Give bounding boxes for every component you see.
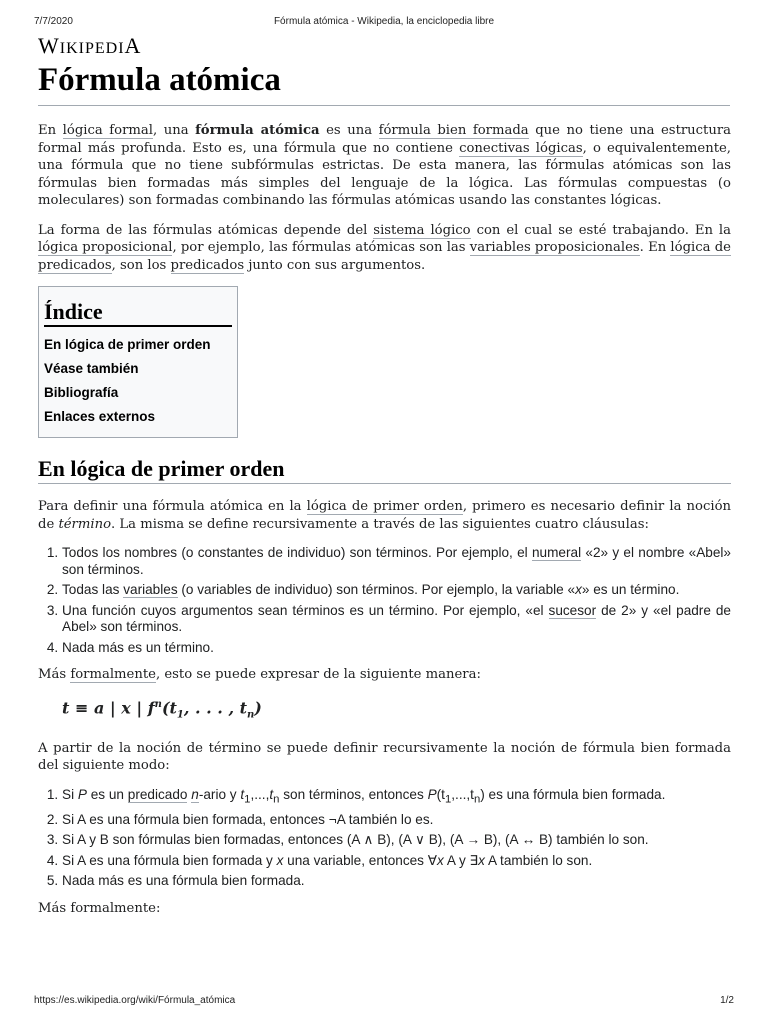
italic-var: n	[191, 786, 199, 802]
italic-var: P	[427, 786, 437, 802]
formula-sup: n	[154, 698, 162, 710]
link-sistema-logico[interactable]: sistema lógico	[373, 222, 471, 238]
text: ,...,t	[451, 786, 474, 802]
text: son términos, entonces	[279, 786, 428, 802]
text: es un	[86, 786, 128, 802]
text: , esto se puede expresar de la siguiente manera:	[155, 667, 481, 682]
term-formula	[62, 696, 731, 724]
italic-var: x	[575, 582, 582, 597]
list-item	[62, 853, 731, 870]
subscript: 1	[244, 793, 251, 806]
list-item	[62, 545, 731, 578]
toc-item-enlaces-externos[interactable]: Enlaces externos	[44, 408, 156, 424]
text: La forma de las fórmulas atómicas depende del	[38, 222, 374, 238]
formulas-list	[38, 787, 731, 890]
link-variables[interactable]: variables	[123, 582, 178, 597]
text: . En	[639, 240, 671, 255]
text: Más	[38, 667, 71, 682]
text: , primero es necesario definir la noción de	[38, 499, 732, 532]
print-page-title: Fórmula atómica - Wikipedia, la enciclopedia libre	[273, 16, 495, 27]
italic-var: P	[77, 786, 87, 802]
link-conectivas-logicas[interactable]: conectivas lógicas	[459, 140, 583, 156]
link-variables-proposicionales[interactable]: variables proposicionales	[469, 240, 640, 255]
intro-paragraph-1	[38, 122, 731, 210]
text: , son los	[111, 257, 171, 273]
text: con el cual se esté trabajando. En la	[470, 222, 732, 238]
formula-part: , . . . , t	[183, 697, 247, 717]
subscript: n	[273, 793, 280, 806]
link-logica-formal[interactable]: lógica formal	[62, 123, 153, 138]
text: A también lo son.	[484, 852, 593, 868]
text: una variable, entonces ∀	[283, 852, 438, 868]
link-formula-bien-formada[interactable]: fórmula bien formada	[378, 123, 529, 138]
text: Todos los nombres (o constantes de individuo) son términos. Por ejemplo, el	[62, 545, 532, 560]
text: junto con sus argumentos.	[244, 257, 426, 273]
link-logica-primer-orden[interactable]: lógica de primer orden	[306, 499, 463, 514]
text: -ario y	[198, 786, 241, 802]
text: Todas las	[62, 582, 124, 597]
article-content	[38, 122, 731, 929]
text: (t	[436, 786, 445, 802]
toc-title: Índice	[44, 303, 232, 327]
list-item	[62, 603, 731, 636]
text: , por ejemplo, las fórmulas atómicas son las	[172, 240, 470, 255]
subscript: n	[473, 793, 481, 806]
text: Una función cuyos argumentos sean términos es un término. Por ejemplo, «el	[62, 602, 549, 618]
intro-paragraph-2	[38, 222, 731, 275]
wikipedia-logo[interactable]	[38, 33, 141, 59]
section-paragraph-3: A partir de la noción de término se puede definir recursivamente la noción de fórmula bien formada del siguiente modo:	[38, 740, 731, 774]
italic-var: x	[437, 852, 444, 868]
text: ) es una fórmula bien formada.	[480, 786, 666, 802]
italic-var: x	[276, 852, 284, 868]
link-logica-de-predicados[interactable]: lógica de predicados	[38, 240, 731, 273]
formula-part: )	[254, 697, 262, 717]
formula-part: t ≡ a | x | f	[62, 697, 155, 717]
link-formalmente[interactable]: formalmente	[70, 667, 156, 682]
italic-var: t	[269, 786, 274, 802]
text: Nada más es un término.	[62, 639, 214, 655]
terms-list	[38, 545, 731, 656]
logo-letter-w: W	[38, 33, 60, 58]
list-item: 5. Nada más es una fórmula bien formada.	[62, 873, 731, 890]
print-url: https://es.wikipedia.org/wiki/Fórmula_atómica	[34, 995, 236, 1006]
text: Para definir una fórmula atómica en la	[38, 499, 307, 514]
text: . La misma se define recursivamente a través de las siguientes cuatro cláusulas:	[111, 516, 649, 532]
link-n-ario[interactable]	[191, 787, 199, 803]
print-date: 7/7/2020	[34, 16, 73, 27]
bold-term: fórmula atómica	[195, 123, 320, 138]
table-of-contents	[38, 286, 238, 438]
text: «2» y el nombre «Abel» son términos.	[62, 545, 731, 577]
link-predicados[interactable]: predicados	[170, 257, 245, 273]
section-heading-primer-orden: En lógica de primer orden	[38, 460, 731, 485]
formula-part: (t	[161, 697, 177, 717]
link-predicado[interactable]: predicado	[127, 786, 188, 802]
text: En	[38, 123, 63, 138]
text: que no tiene una estructura formal más profunda. Esto es, una fórmula que no contiene	[38, 123, 732, 156]
text: (o variables de individuo) son términos. Por ejemplo, la variable «	[177, 582, 576, 597]
link-numeral[interactable]: numeral	[531, 545, 582, 560]
text: , o equivalentemente, una fórmula que no tiene subfórmulas estrictas. De esta manera, las fórmulas atómicas son las fórmulas bien formadas más simples del lenguaje de la lógica. Las fórmulas compuestas (o moleculares) son formadas combinando las fórmulas atómicas usando las constantes lógicas.	[38, 140, 731, 208]
section-paragraph-1	[38, 498, 731, 533]
list-item	[62, 582, 731, 599]
list-item: 2. Si A es una fórmula bien formada, entonces ¬A también lo es.	[62, 812, 731, 829]
list-item: 3. Si A y B son fórmulas bien formadas, entonces (A ∧ B), (A ∨ B), (A → B), (A ↔ B) también lo son.	[62, 832, 731, 849]
list-item	[62, 787, 731, 808]
page-title: Fórmula atómica	[38, 62, 730, 106]
toc-item-bibliografia[interactable]: Bibliografía	[44, 384, 119, 400]
italic-term: término	[58, 516, 112, 532]
text: es una	[319, 123, 379, 138]
toc-item-vease-tambien[interactable]: Véase también	[44, 360, 139, 376]
text: , una	[153, 123, 196, 138]
text: de 2» y «el padre de Abel» son términos.	[62, 602, 731, 634]
logo-letters: IKIPEDI	[59, 40, 125, 57]
list-item	[62, 640, 731, 657]
formula-sub: 1	[176, 709, 184, 721]
text: Si A es una fórmula bien formada y	[62, 852, 277, 868]
italic-var: t	[240, 786, 245, 802]
link-logica-proposicional[interactable]: lógica proposicional	[38, 240, 173, 255]
italic-var: x	[478, 852, 485, 868]
text: » es un término.	[581, 582, 680, 597]
toc-item-primer-orden[interactable]: En lógica de primer orden	[44, 336, 211, 352]
section-paragraph-2	[38, 666, 731, 684]
formula-sub: n	[246, 709, 255, 721]
logo-letter-a: A	[124, 33, 142, 58]
link-sucesor[interactable]: sucesor	[548, 602, 597, 618]
text: A y ∃	[443, 852, 479, 868]
text: Si	[62, 786, 78, 802]
section-paragraph-4: Más formalmente:	[38, 900, 161, 916]
print-page-number: 1/2	[720, 995, 734, 1006]
subscript: 1	[444, 793, 452, 806]
text: ,...,	[250, 786, 270, 802]
